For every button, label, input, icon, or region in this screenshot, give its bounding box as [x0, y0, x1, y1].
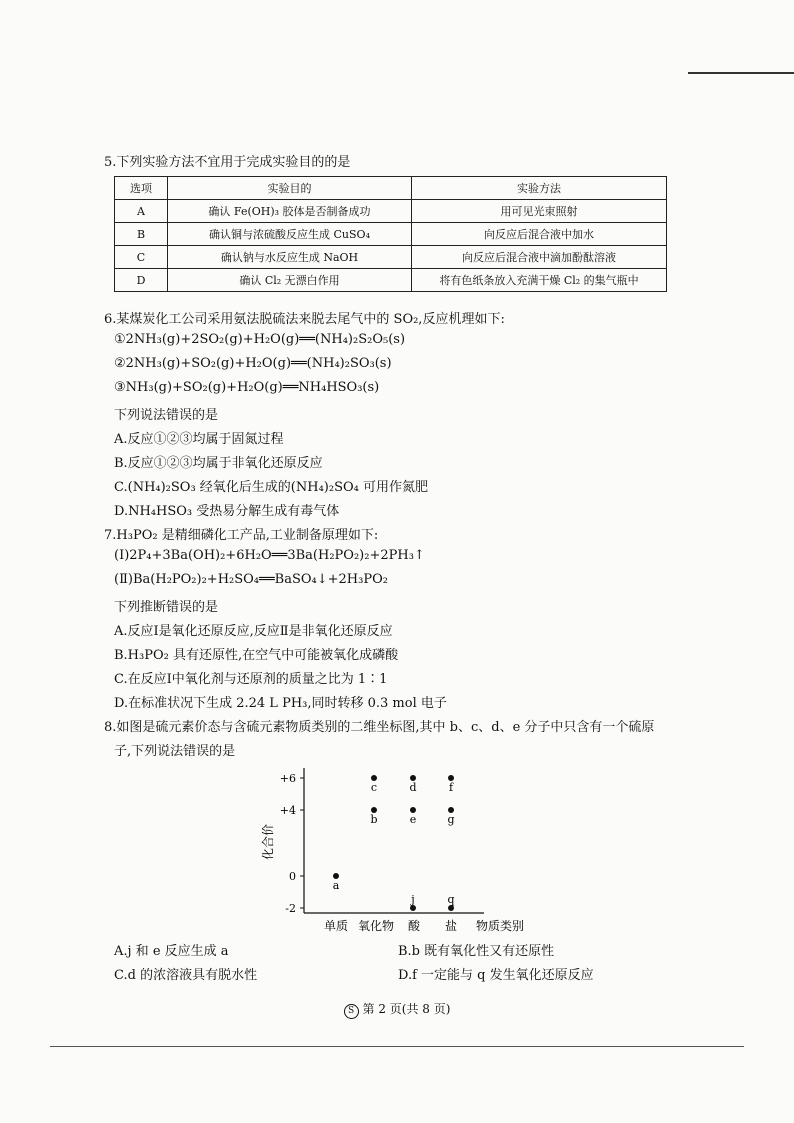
x-category-label: 酸: [407, 919, 421, 933]
q8-option-c: C.d 的浓溶液具有脱水性: [114, 968, 258, 983]
q6-option-d: D.NH₄HSO₃ 受热易分解生成有毒气体: [114, 504, 340, 519]
q8-stem-line-1: 8.如图是硫元素价态与含硫元素物质类别的二维坐标图,其中 b、c、d、e 分子中只含有一个硫原: [104, 720, 655, 735]
y-tick-label: 0: [289, 870, 296, 883]
q7-option-b: B.H₃PO₂ 具有还原性,在空气中可能被氧化成磷酸: [114, 648, 399, 663]
q6-option-b: B.反应①②③均属于非氧化还原反应: [114, 456, 323, 471]
q8-option-a: A.j 和 e 反应生成 a: [114, 944, 229, 959]
x-category-label: 单质: [323, 919, 349, 933]
page-footer: [0, 1000, 794, 1019]
q6-ask: 下列说法错误的是: [114, 408, 219, 423]
q8-option-b: B.b 既有氧化性又有还原性: [398, 944, 555, 959]
point-label-b: b: [370, 813, 378, 826]
q7-ask: 下列推断错误的是: [114, 600, 219, 615]
q7-equation-2: (Ⅱ)Ba(H₂PO₂)₂+H₂SO₄══BaSO₄↓+2H₃PO₂: [114, 572, 388, 587]
col-header: 选项: [115, 177, 168, 200]
point-label-j: j: [411, 893, 415, 906]
table-cell: 用可见光束照射: [412, 200, 667, 223]
y-tick-label: +4: [279, 804, 296, 817]
page-number: 第 2 页(共 8 页): [362, 1002, 451, 1016]
point-label-c: c: [370, 781, 378, 794]
q6-option-c: C.(NH₄)₂SO₃ 经氧化后生成的(NH₄)₂SO₄ 可用作氮肥: [114, 480, 428, 495]
table-cell: 向反应后混合液中滴加酚酞溶液: [412, 246, 667, 269]
point-label-d: d: [409, 781, 417, 794]
point-label-q: q: [447, 893, 455, 906]
q5-stem: 5.下列实验方法不宜用于完成实验目的的是: [104, 155, 351, 170]
table-cell: 确认 Fe(OH)₃ 胶体是否制备成功: [168, 200, 412, 223]
q6-equation-1: ①2NH₃(g)+2SO₂(g)+H₂O(g)══(NH₄)₂S₂O₅(s): [114, 332, 406, 347]
table-cell: D: [115, 269, 168, 292]
y-tick-label: +6: [279, 772, 296, 785]
table-cell: 确认 Cl₂ 无漂白作用: [168, 269, 412, 292]
q6-stem: 6.某煤炭化工公司采用氨法脱硫法来脱去尾气中的 SO₂,反应机理如下:: [104, 312, 505, 327]
q8-stem-line-2: 子,下列说法错误的是: [114, 744, 236, 759]
y-axis-label: 化合价: [261, 823, 275, 861]
series-circle-mark: S: [344, 1004, 359, 1019]
col-header: 实验方法: [412, 177, 667, 200]
q6-option-a: A.反应①②③均属于固氮过程: [114, 432, 284, 447]
q7-option-d: D.在标准状况下生成 2.24 L PH₃,同时转移 0.3 mol 电子: [114, 696, 447, 711]
table-cell: B: [115, 223, 168, 246]
q7-stem: 7.H₃PO₂ 是精细磷化工产品,工业制备原理如下:: [104, 528, 379, 543]
x-axis-label: 物质类别: [475, 919, 525, 933]
table-cell: 向反应后混合液中加水: [412, 223, 667, 246]
x-category-label: 氧化物: [357, 919, 395, 933]
table-cell: C: [115, 246, 168, 269]
table-cell: A: [115, 200, 168, 223]
point-label-g: g: [447, 813, 455, 826]
q6-equation-3: ③NH₃(g)+SO₂(g)+H₂O(g)══NH₄HSO₃(s): [114, 380, 380, 395]
y-tick-label: -2: [285, 902, 296, 915]
table-cell: 将有色纸条放入充满干燥 Cl₂ 的集气瓶中: [412, 269, 667, 292]
q7-option-c: C.在反应Ⅰ中氧化剂与还原剂的质量之比为 1∶1: [114, 672, 388, 687]
point-label-a: a: [332, 879, 340, 892]
table-cell: 确认钠与水反应生成 NaOH: [168, 246, 412, 269]
q8-option-d: D.f 一定能与 q 发生氧化还原反应: [398, 968, 594, 983]
x-category-label: 盐: [444, 919, 458, 933]
q6-equation-2: ②2NH₃(g)+SO₂(g)+H₂O(g)══(NH₄)₂SO₃(s): [114, 356, 392, 371]
point-label-f: f: [448, 781, 454, 794]
point-label-e: e: [409, 813, 417, 826]
col-header: 实验目的: [168, 177, 412, 200]
q7-equation-1: (Ⅰ)2P₄+3Ba(OH)₂+6H₂O══3Ba(H₂PO₂)₂+2PH₃↑: [114, 548, 425, 563]
q7-option-a: A.反应Ⅰ是氧化还原反应,反应Ⅱ是非氧化还原反应: [114, 624, 393, 639]
table-cell: 确认铜与浓硫酸反应生成 CuSO₄: [168, 223, 412, 246]
